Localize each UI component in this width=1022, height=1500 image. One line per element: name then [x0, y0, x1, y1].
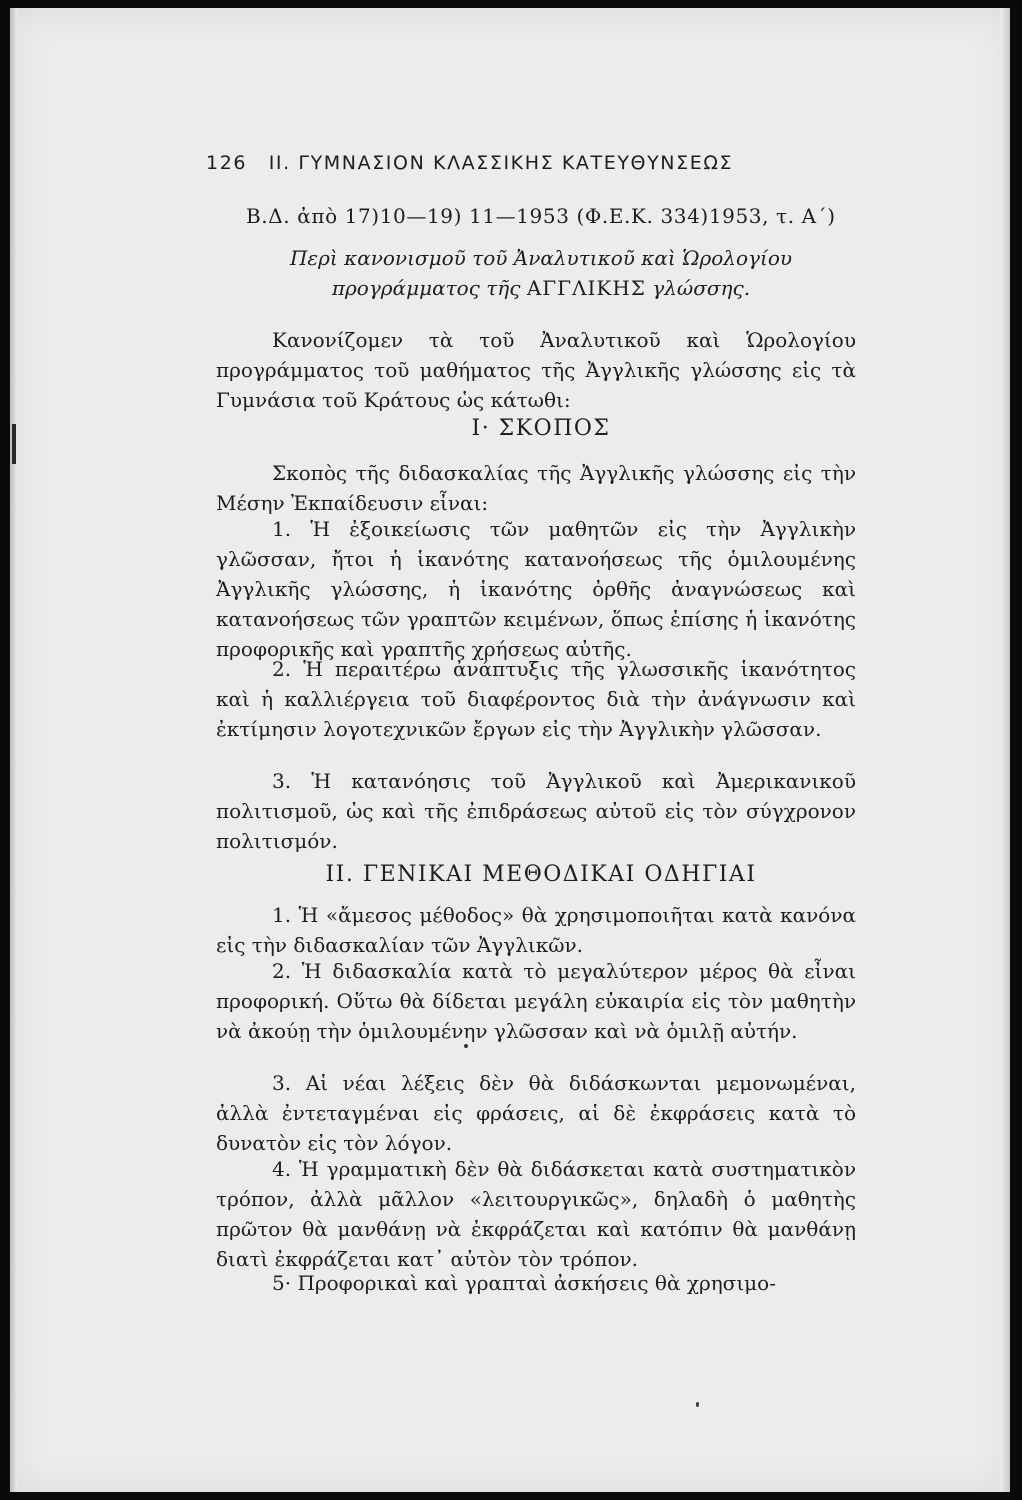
section-2-item: 4. Ἡ γραμματικὴ δὲν θὰ διδάσκεται κατὰ συστηματικὸν τρόπον, ἀλλὰ μᾶλλον «λειτουργικῶς», δηλαδὴ ὁ μαθητὴς πρῶτον θὰ μανθάνῃ νὰ ἐκφράζεται καὶ κατόπιν θὰ μανθάνῃ διατὶ ἐκφράζεται κατ᾽ αὐτὸν τὸν τρόπον. — [216, 1157, 856, 1271]
running-title: II. ΓΥΜΝΑΣΙΟΝ ΚΛΑΣΣΙΚΗΣ ΚΑΤΕΥΘΥΝΣΕΩΣ — [268, 152, 734, 174]
page-right-edge — [1000, 8, 1010, 1492]
ink-dot — [464, 1044, 468, 1048]
section-1-item: 3. Ἡ κατανόησις τοῦ Ἀγγλικοῦ καὶ Ἀμερικανικοῦ πολιτισμοῦ, ὡς καὶ τῆς ἐπιδράσεως αὐτοῦ εἰς τὸν σύγχρονον πολιτισμόν. — [216, 769, 856, 853]
document-subtitle — [216, 243, 866, 303]
ink-speck — [696, 1402, 699, 1407]
section-2-heading: II. ΓΕΝΙΚΑΙ ΜΕΘΟΔΙΚΑΙ ΟΔΗΓΙΑΙ — [325, 862, 757, 887]
section-2-item: 1. Ἡ «ἄμεσος μέθοδος» θὰ χρησιμοποιῆται κατὰ κανόνα εἰς τὴν διδασκαλίαν τῶν Ἀγγλικῶν. — [216, 903, 856, 957]
section-1-lead: Σκοπὸς τῆς διδασκαλίας τῆς Ἀγγλικῆς γλώσσης εἰς τὴν Μέσην Ἐκπαίδευσιν εἶναι: — [216, 461, 856, 515]
decree-reference: Β.Δ. ἀπὸ 17)10—19) 11—1953 (Φ.Ε.Κ. 334)1953, τ. Α΄) — [246, 204, 836, 228]
subtitle-caps: ΑΓΓΛΙΚΗΣ — [526, 276, 646, 300]
section-1-item: 1. Ἡ ἐξοικείωσις τῶν μαθητῶν εἰς τὴν Ἀγγλικὴν γλῶσσαν, ἤτοι ἡ ἱκανότης κατανοήσεως τῆς ὁμιλουμένης Ἀγγλικῆς γλώσσης, ἡ ἱκανότης ὀρθῆς ἀναγνώσεως καὶ κατανοήσεως τῶν γραπτῶν κειμένων, ὅπως ἐπίσης ἡ ἱκανότης προφορικῆς καὶ γραπτῆς χρήσεως αὐτῆς. — [216, 517, 856, 661]
running-header — [206, 152, 826, 174]
section-1-heading: Ι· ΣΚΟΠΟΣ — [471, 416, 611, 441]
section-2-item: 3. Αἱ νέαι λέξεις δὲν θὰ διδάσκωνται μεμονωμέναι, ἀλλὰ ἐντεταγμέναι εἰς φράσεις, αἱ δὲ ἐκφράσεις κατὰ τὸ δυνατὸν εἰς τὸν λόγον. — [216, 1071, 856, 1155]
page-number: 126 — [206, 152, 248, 174]
section-2-item: 2. Ἡ διδασκαλία κατὰ τὸ μεγαλύτερον μέρος θὰ εἶναι προφορική. Οὕτω θὰ δίδεται μεγάλη εὐκαιρία εἰς τὸν μαθητὴν νὰ ἀκούῃ τὴν ὁμιλουμένην γλῶσσαν καὶ νὰ ὁμιλῇ αὐτήν. — [216, 959, 856, 1043]
section-2-item: 5· Προφορικαὶ καὶ γραπταὶ ἀσκήσεις θὰ χρησιμο- — [272, 1271, 776, 1295]
subtitle-text: Περὶ κανονισμοῦ τοῦ Ἀναλυτικοῦ καὶ Ὡρολογίου προγράμματος τῆς — [289, 246, 793, 300]
intro-paragraph: Κανονίζομεν τὰ τοῦ Ἀναλυτικοῦ καὶ Ὡρολογίου προγράμματος τοῦ μαθήματος τῆς Ἀγγλικῆς γλώσσης εἰς τὰ Γυμνάσια τοῦ Κράτους ὡς κάτωθι: — [216, 328, 856, 412]
subtitle-tail: γλώσσης. — [652, 276, 751, 300]
section-1-item: 2. Ἡ περαιτέρω ἀνάπτυξις τῆς γλωσσικῆς ἱκανότητος καὶ ἡ καλλιέργεια τοῦ διαφέροντος διὰ τὴν ἀνάγνωσιν καὶ ἐκτίμησιν λογοτεχνικῶν ἔργων εἰς τὴν Ἀγγλικὴν γλῶσσαν. — [216, 657, 856, 741]
